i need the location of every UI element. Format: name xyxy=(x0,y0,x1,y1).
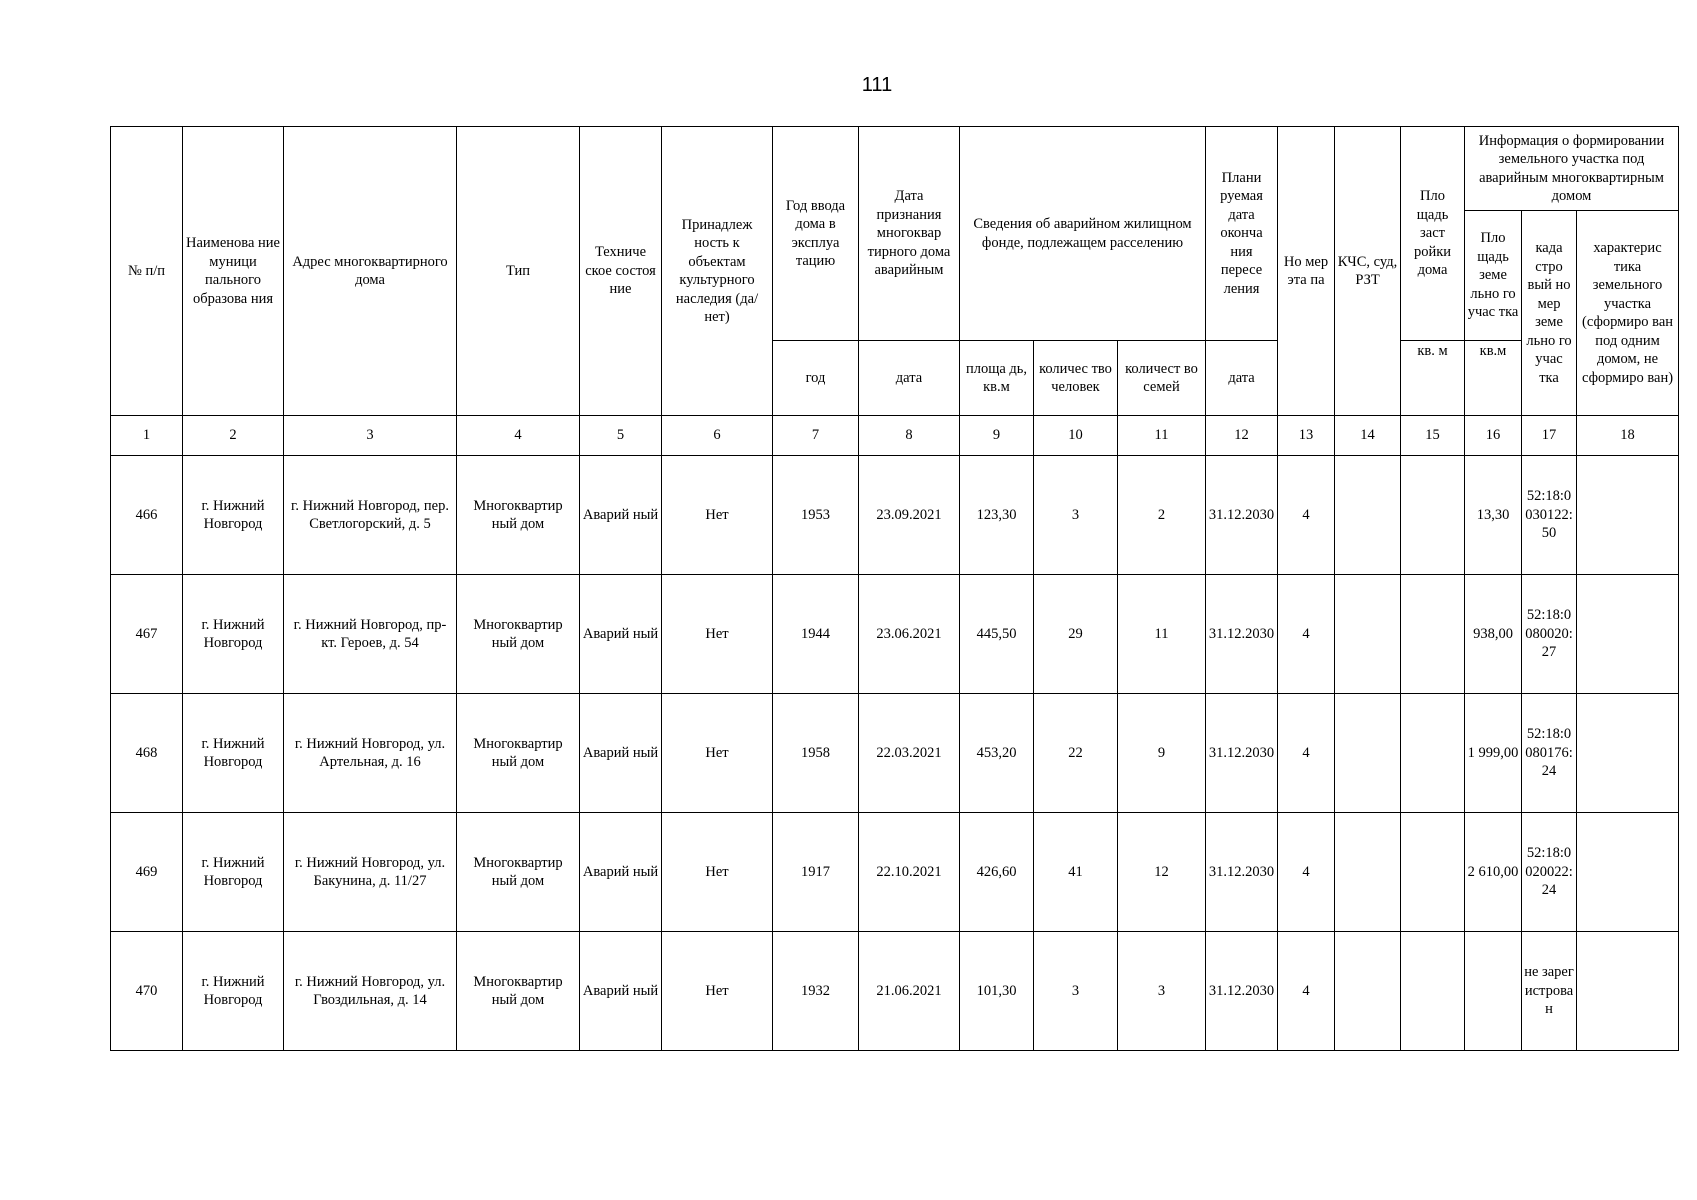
unit-built-area: кв. м xyxy=(1401,341,1465,416)
cell-date: 23.06.2021 xyxy=(859,575,960,694)
cell-condition: Аварий ный xyxy=(580,932,662,1051)
header-planned-date: Плани руемая дата оконча ния пересе ления xyxy=(1206,127,1278,341)
cell-cadastral: 52:18:0080176:24 xyxy=(1522,694,1577,813)
column-number: 4 xyxy=(457,416,580,456)
header-plot-characteristic: характерис тика земельного участка (сформиро ван под одним домом, не сформиро ван) xyxy=(1577,211,1679,416)
cell-address: г. Нижний Новгород, пр-кт. Героев, д. 54 xyxy=(284,575,457,694)
cell-date: 22.03.2021 xyxy=(859,694,960,813)
header-stage: Но мер эта па xyxy=(1278,127,1335,416)
cell-municipality: г. Нижний Новгород xyxy=(183,694,284,813)
cell-cadastral: не зарегистрован xyxy=(1522,932,1577,1051)
column-number: 12 xyxy=(1206,416,1278,456)
cell-families: 3 xyxy=(1118,932,1206,1051)
cell-built-area xyxy=(1401,575,1465,694)
cell-type: Многоквартир ный дом xyxy=(457,932,580,1051)
header-type: Тип xyxy=(457,127,580,416)
header-recognition-date: Дата признания многоквар тирного дома аварийным xyxy=(859,127,960,341)
cell-plot-area: 13,30 xyxy=(1465,456,1522,575)
cell-municipality: г. Нижний Новгород xyxy=(183,932,284,1051)
cell-year: 1953 xyxy=(773,456,859,575)
cell-municipality: г. Нижний Новгород xyxy=(183,575,284,694)
cell-stage: 4 xyxy=(1278,575,1335,694)
cell-municipality: г. Нижний Новгород xyxy=(183,456,284,575)
header-municipality: Наименова ние муници пального образова ния xyxy=(183,127,284,416)
header-condition: Техниче ское состоя ние xyxy=(580,127,662,416)
cell-kchs xyxy=(1335,932,1401,1051)
cell-plot-char xyxy=(1577,456,1679,575)
cell-number: 469 xyxy=(111,813,183,932)
cell-date: 21.06.2021 xyxy=(859,932,960,1051)
page-number: 111 xyxy=(861,74,893,96)
cell-stage: 4 xyxy=(1278,932,1335,1051)
cell-type: Многоквартир ный дом xyxy=(457,575,580,694)
table-row xyxy=(111,575,1679,694)
cell-cadastral: 52:18:0030122:50 xyxy=(1522,456,1577,575)
header-cadastral-number: када стро вый но мер земе льно го учас тка xyxy=(1522,211,1577,416)
cell-kchs xyxy=(1335,456,1401,575)
unit-planned-date: дата xyxy=(1206,341,1278,416)
unit-families: количест во семей xyxy=(1118,341,1206,416)
cell-number: 468 xyxy=(111,694,183,813)
cell-cadastral: 52:18:0020022:24 xyxy=(1522,813,1577,932)
cell-plot-area: 2 610,00 xyxy=(1465,813,1522,932)
cell-area: 453,20 xyxy=(960,694,1034,813)
cell-type: Многоквартир ный дом xyxy=(457,813,580,932)
cell-planned-date: 31.12.2030 xyxy=(1206,932,1278,1051)
unit-area: площа дь, кв.м xyxy=(960,341,1034,416)
cell-type: Многоквартир ный дом xyxy=(457,694,580,813)
header-heritage: Принадлеж ность к объектам культурного наследия (да/нет) xyxy=(662,127,773,416)
cell-families: 9 xyxy=(1118,694,1206,813)
cell-address: г. Нижний Новгород, ул. Гвоздильная, д. 14 xyxy=(284,932,457,1051)
cell-people: 3 xyxy=(1034,456,1118,575)
cell-heritage: Нет xyxy=(662,932,773,1051)
cell-year: 1932 xyxy=(773,932,859,1051)
cell-heritage: Нет xyxy=(662,813,773,932)
cell-plot-char xyxy=(1577,694,1679,813)
column-number: 5 xyxy=(580,416,662,456)
cell-planned-date: 31.12.2030 xyxy=(1206,813,1278,932)
table-row xyxy=(111,694,1679,813)
unit-date: дата xyxy=(859,341,960,416)
cell-kchs xyxy=(1335,694,1401,813)
cell-area: 445,50 xyxy=(960,575,1034,694)
cell-number: 467 xyxy=(111,575,183,694)
emergency-housing-table xyxy=(110,126,1679,1051)
cell-date: 22.10.2021 xyxy=(859,813,960,932)
header-number: № п/п xyxy=(111,127,183,416)
cell-cadastral: 52:18:0080020:27 xyxy=(1522,575,1577,694)
unit-year: год xyxy=(773,341,859,416)
cell-year: 1958 xyxy=(773,694,859,813)
header-built-area: Пло щадь заст ройки дома xyxy=(1401,127,1465,341)
column-number: 15 xyxy=(1401,416,1465,456)
cell-address: г. Нижний Новгород, пер. Светлогорский, д. 5 xyxy=(284,456,457,575)
column-number: 10 xyxy=(1034,416,1118,456)
cell-condition: Аварий ный xyxy=(580,575,662,694)
column-number: 3 xyxy=(284,416,457,456)
cell-people: 3 xyxy=(1034,932,1118,1051)
cell-condition: Аварий ный xyxy=(580,813,662,932)
cell-plot-area: 1 999,00 xyxy=(1465,694,1522,813)
column-number: 8 xyxy=(859,416,960,456)
cell-built-area xyxy=(1401,932,1465,1051)
cell-year: 1944 xyxy=(773,575,859,694)
cell-date: 23.09.2021 xyxy=(859,456,960,575)
cell-planned-date: 31.12.2030 xyxy=(1206,456,1278,575)
cell-kchs xyxy=(1335,813,1401,932)
cell-people: 22 xyxy=(1034,694,1118,813)
cell-heritage: Нет xyxy=(662,456,773,575)
cell-plot-char xyxy=(1577,813,1679,932)
cell-built-area xyxy=(1401,694,1465,813)
cell-stage: 4 xyxy=(1278,694,1335,813)
cell-kchs xyxy=(1335,575,1401,694)
cell-address: г. Нижний Новгород, ул. Артельная, д. 16 xyxy=(284,694,457,813)
column-number: 11 xyxy=(1118,416,1206,456)
table-row xyxy=(111,932,1679,1051)
cell-plot-area: 938,00 xyxy=(1465,575,1522,694)
cell-year: 1917 xyxy=(773,813,859,932)
cell-number: 470 xyxy=(111,932,183,1051)
column-number: 6 xyxy=(662,416,773,456)
cell-built-area xyxy=(1401,813,1465,932)
column-number: 2 xyxy=(183,416,284,456)
column-number: 9 xyxy=(960,416,1034,456)
header-land-plot-info: Информация о формировании земельного участка под аварийным многоквартирным домом xyxy=(1465,127,1679,211)
cell-stage: 4 xyxy=(1278,456,1335,575)
cell-plot-char xyxy=(1577,575,1679,694)
cell-condition: Аварий ный xyxy=(580,694,662,813)
cell-families: 11 xyxy=(1118,575,1206,694)
table-row xyxy=(111,813,1679,932)
column-number: 1 xyxy=(111,416,183,456)
column-number: 14 xyxy=(1335,416,1401,456)
cell-address: г. Нижний Новгород, ул. Бакунина, д. 11/27 xyxy=(284,813,457,932)
cell-people: 29 xyxy=(1034,575,1118,694)
cell-area: 426,60 xyxy=(960,813,1034,932)
cell-area: 123,30 xyxy=(960,456,1034,575)
cell-area: 101,30 xyxy=(960,932,1034,1051)
cell-type: Многоквартир ный дом xyxy=(457,456,580,575)
column-number-row xyxy=(111,416,1679,456)
cell-plot-area xyxy=(1465,932,1522,1051)
table-row xyxy=(111,456,1679,575)
cell-heritage: Нет xyxy=(662,694,773,813)
cell-built-area xyxy=(1401,456,1465,575)
header-commission-year: Год ввода дома в эксплуа тацию xyxy=(773,127,859,341)
header-housing-info: Сведения об аварийном жилищном фонде, подлежащем расселению xyxy=(960,127,1206,341)
cell-municipality: г. Нижний Новгород xyxy=(183,813,284,932)
cell-families: 2 xyxy=(1118,456,1206,575)
cell-planned-date: 31.12.2030 xyxy=(1206,575,1278,694)
column-number: 7 xyxy=(773,416,859,456)
cell-people: 41 xyxy=(1034,813,1118,932)
cell-number: 466 xyxy=(111,456,183,575)
unit-people: количес тво человек xyxy=(1034,341,1118,416)
column-number: 17 xyxy=(1522,416,1577,456)
header-kchs: КЧС, суд, РЗТ xyxy=(1335,127,1401,416)
unit-plot-area: кв.м xyxy=(1465,341,1522,416)
cell-families: 12 xyxy=(1118,813,1206,932)
cell-plot-char xyxy=(1577,932,1679,1051)
header-address: Адрес многоквартирного дома xyxy=(284,127,457,416)
cell-condition: Аварий ный xyxy=(580,456,662,575)
header-plot-area: Пло щадь земе льно го учас тка xyxy=(1465,211,1522,341)
cell-planned-date: 31.12.2030 xyxy=(1206,694,1278,813)
column-number: 16 xyxy=(1465,416,1522,456)
cell-heritage: Нет xyxy=(662,575,773,694)
column-number: 13 xyxy=(1278,416,1335,456)
column-number: 18 xyxy=(1577,416,1679,456)
cell-stage: 4 xyxy=(1278,813,1335,932)
